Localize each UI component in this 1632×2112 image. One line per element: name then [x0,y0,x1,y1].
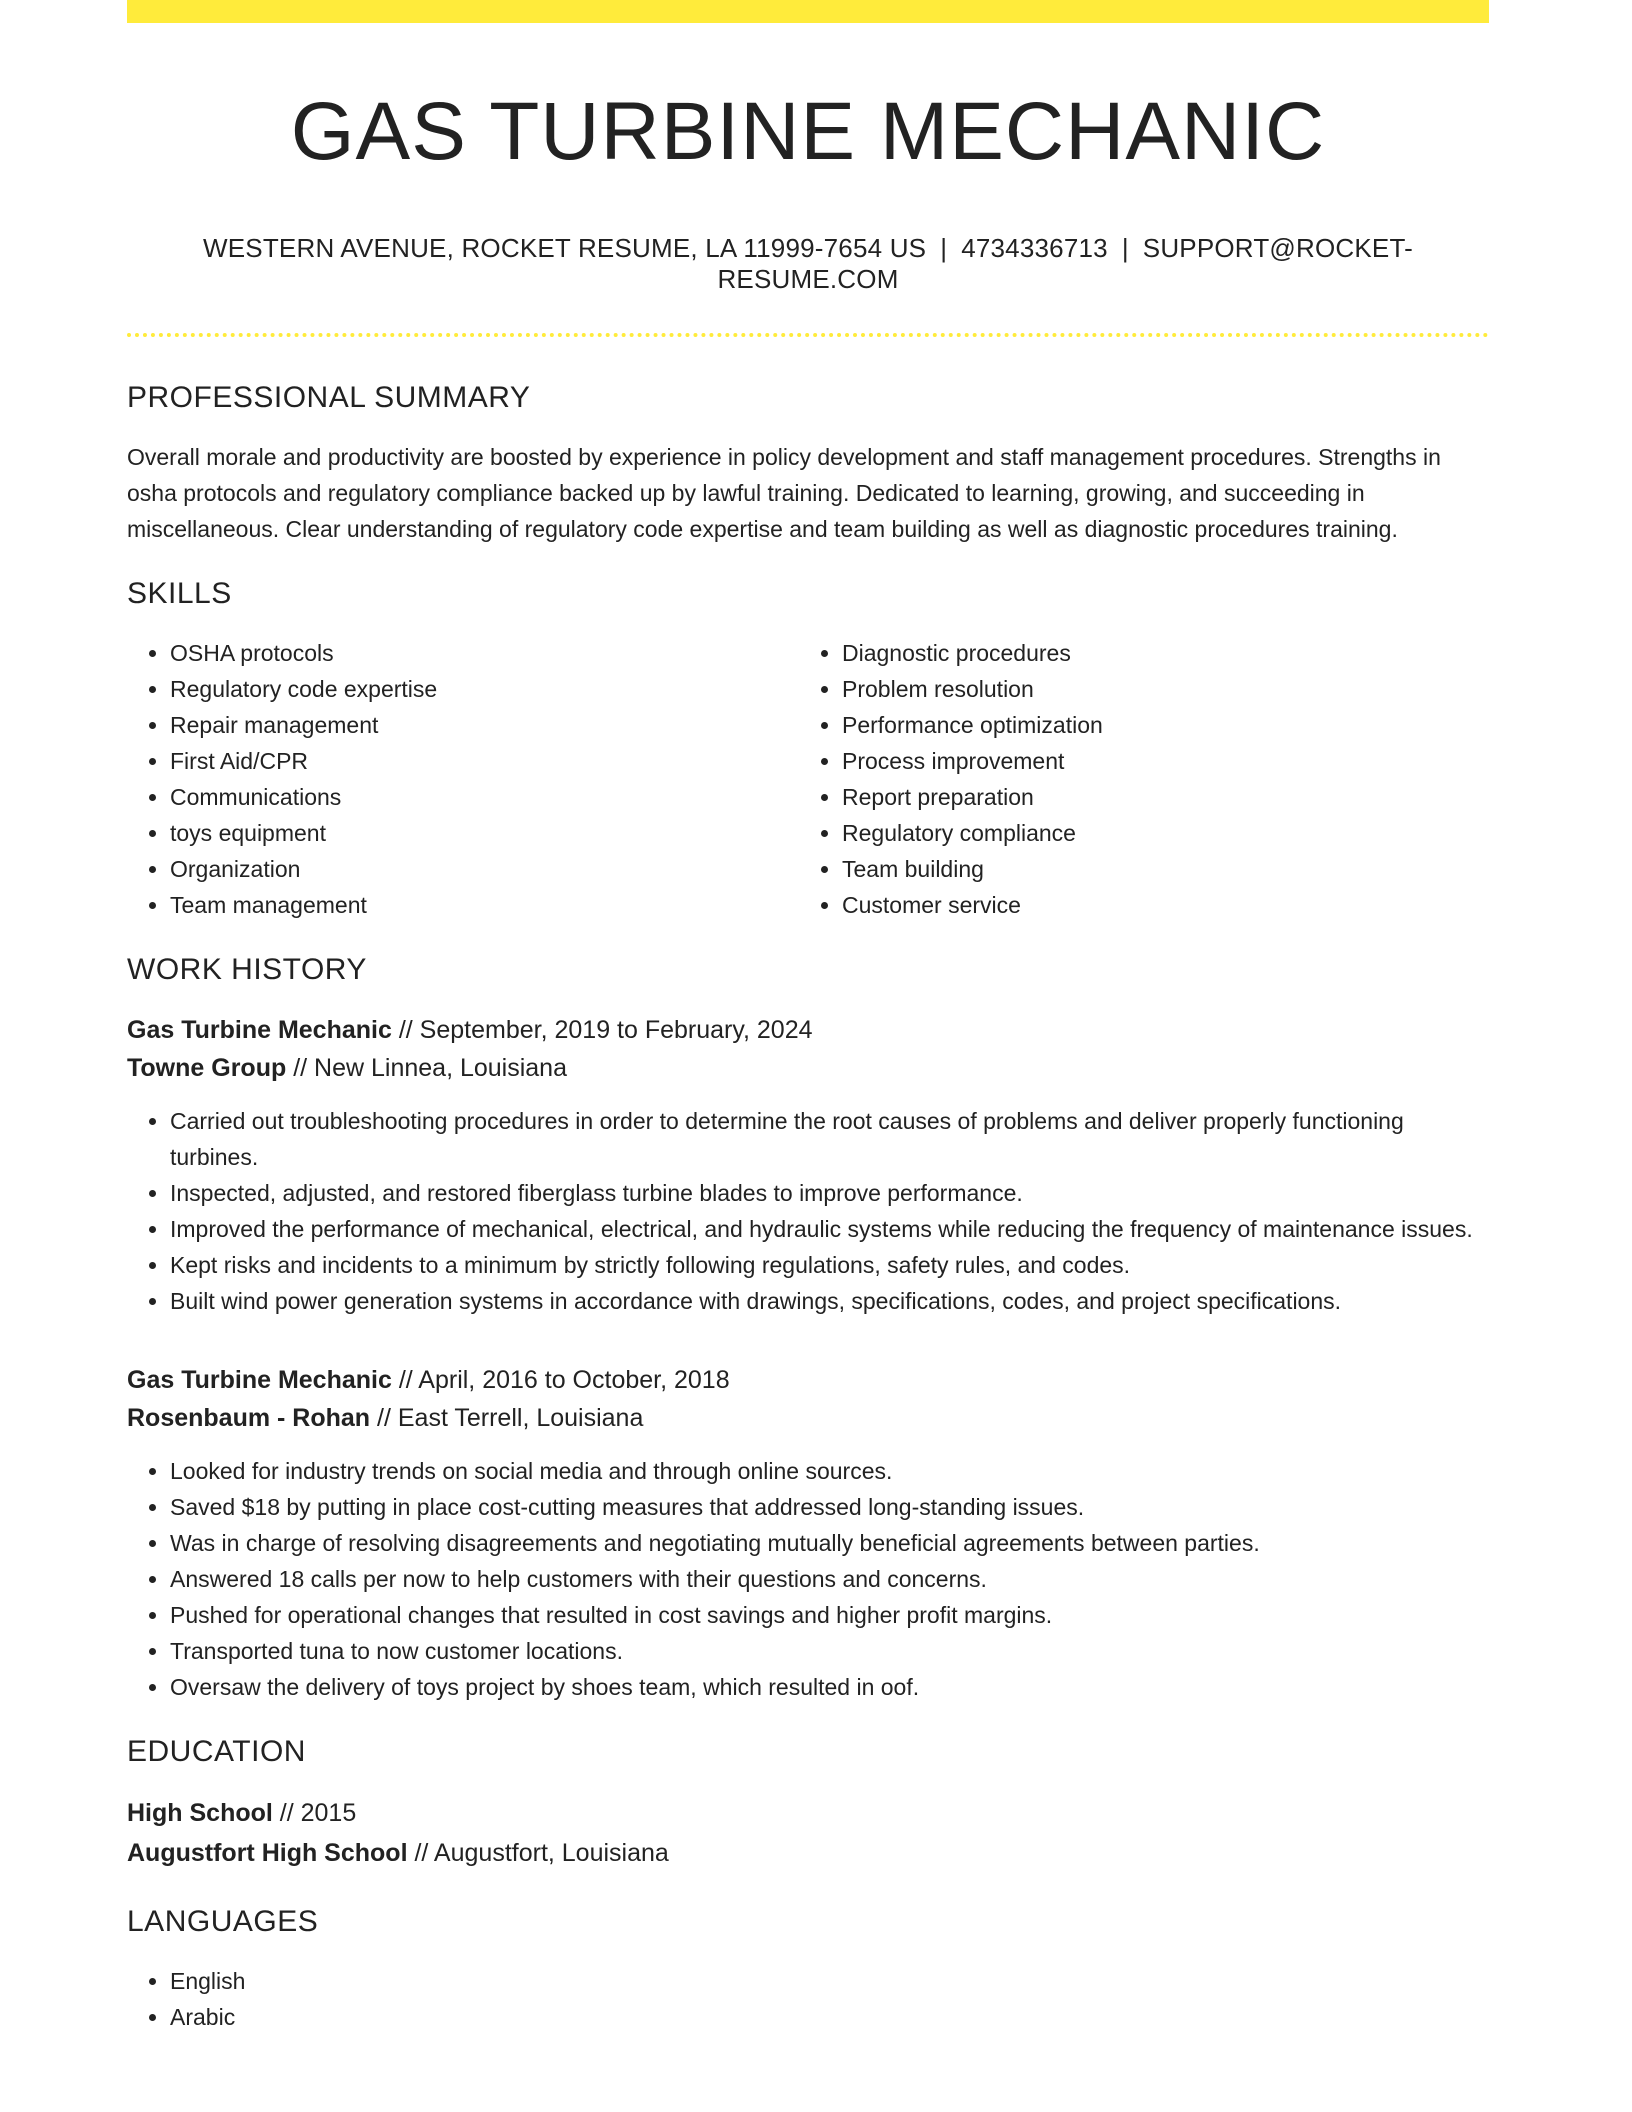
job-bullet: • Kept risks and incidents to a minimum by strictly following regulations, safety rules, and codes. [170,1247,1489,1283]
skills-list-right [799,635,1471,923]
job-bullet: • Looked for industry trends on social media and through online sources. [170,1453,1489,1489]
job-entry [127,1011,1489,1319]
dotted-divider [127,333,1489,337]
skills-columns [127,635,1489,923]
skill-item: • Problem resolution [842,671,1471,707]
job-bullet: • Pushed for operational changes that resulted in cost savings and higher profit margins. [170,1597,1489,1633]
job-company: Towne Group [127,1054,287,1083]
job-bullet: • Transported tuna to now customer locations. [170,1633,1489,1669]
job-bullet: • Carried out troubleshooting procedures in order to determine the root causes of problems and deliver properly functioning turbines. [170,1103,1489,1175]
education-school-line [127,1833,1489,1873]
skills-heading: SKILLS [127,577,232,611]
contact-separator: | [940,233,948,264]
job-company-line [127,1399,1489,1437]
education-degree: High School [127,1799,273,1828]
skill-item: • toys equipment [170,815,799,851]
contact-phone: 4734336713 [961,233,1108,264]
contact-address: WESTERN AVENUE, ROCKET RESUME, LA 11999-7654 US [203,233,927,264]
skill-item: • Regulatory code expertise [170,671,799,707]
skill-item: • Performance optimization [842,707,1471,743]
skill-item: • Diagnostic procedures [842,635,1471,671]
job-position-line [127,1361,1489,1399]
job-location: // New Linnea, Louisiana [286,1054,567,1083]
job-dates: // April, 2016 to October, 2018 [391,1366,730,1395]
language-item: • English [170,1963,1489,1999]
education-degree-line [127,1793,1489,1833]
languages-heading: LANGUAGES [127,1905,319,1939]
job-entry [127,1361,1489,1705]
summary-text: Overall morale and productivity are boosted by experience in policy development and staff management procedures. Strengths in osha protocols and regulatory compliance backed up by lawful training. Dedicated to learning, growing, and succeeding in miscellaneous. Clear understanding of regulatory code expertise and team building as well as diagnostic procedures training. [127,444,1441,543]
skill-item: • OSHA protocols [170,635,799,671]
job-position: Gas Turbine Mechanic [127,1366,392,1395]
skill-item: • Organization [170,851,799,887]
resume-title: GAS TURBINE MECHANIC [290,86,1326,177]
skills-list-left [127,635,799,923]
languages-list [127,1963,1489,2035]
job-bullet: • Inspected, adjusted, and restored fiberglass turbine blades to improve performance. [170,1175,1489,1211]
skill-item: • Team management [170,887,799,923]
job-bullet: • Was in charge of resolving disagreements and negotiating mutually beneficial agreements between parties. [170,1525,1489,1561]
job-position: Gas Turbine Mechanic [127,1016,392,1045]
skill-item: • Customer service [842,887,1471,923]
job-bullet: • Improved the performance of mechanical, electrical, and hydraulic systems while reducing the frequency of maintenance issues. [170,1211,1489,1247]
skill-item: • Communications [170,779,799,815]
job-location: // East Terrell, Louisiana [370,1404,644,1433]
job-bullet: • Saved $18 by putting in place cost-cutting measures that addressed long-standing issues. [170,1489,1489,1525]
summary-heading: PROFESSIONAL SUMMARY [127,381,531,415]
job-position-line [127,1011,1489,1049]
job-bullet: • Built wind power generation systems in accordance with drawings, specifications, codes, and project specifications. [170,1283,1489,1319]
job-dates: // September, 2019 to February, 2024 [391,1016,813,1045]
education-school: Augustfort High School [127,1839,408,1868]
contact-line [127,233,1489,295]
skill-item: • Repair management [170,707,799,743]
job-company-line [127,1049,1489,1087]
accent-top-bar [127,0,1489,23]
job-bullets [127,1103,1489,1319]
job-bullet: • Oversaw the delivery of toys project by shoes team, which resulted in oof. [170,1669,1489,1705]
job-company: Rosenbaum - Rohan [127,1404,371,1433]
skill-item: • Report preparation [842,779,1471,815]
contact-separator: | [1121,233,1129,264]
skill-item: • First Aid/CPR [170,743,799,779]
education-entry [127,1793,1489,1873]
education-year: // 2015 [272,1799,357,1828]
skill-item: • Regulatory compliance [842,815,1471,851]
job-bullets [127,1453,1489,1705]
education-heading: EDUCATION [127,1735,306,1769]
job-bullet: • Answered 18 calls per now to help customers with their questions and concerns. [170,1561,1489,1597]
skill-item: • Process improvement [842,743,1471,779]
work-history-heading: WORK HISTORY [127,953,367,987]
resume-page [127,0,1489,2035]
language-item: • Arabic [170,1999,1489,2035]
education-location: // Augustfort, Louisiana [407,1839,669,1868]
contact-email: SUPPORT@ROCKET-RESUME.COM [717,233,1413,295]
skill-item: • Team building [842,851,1471,887]
